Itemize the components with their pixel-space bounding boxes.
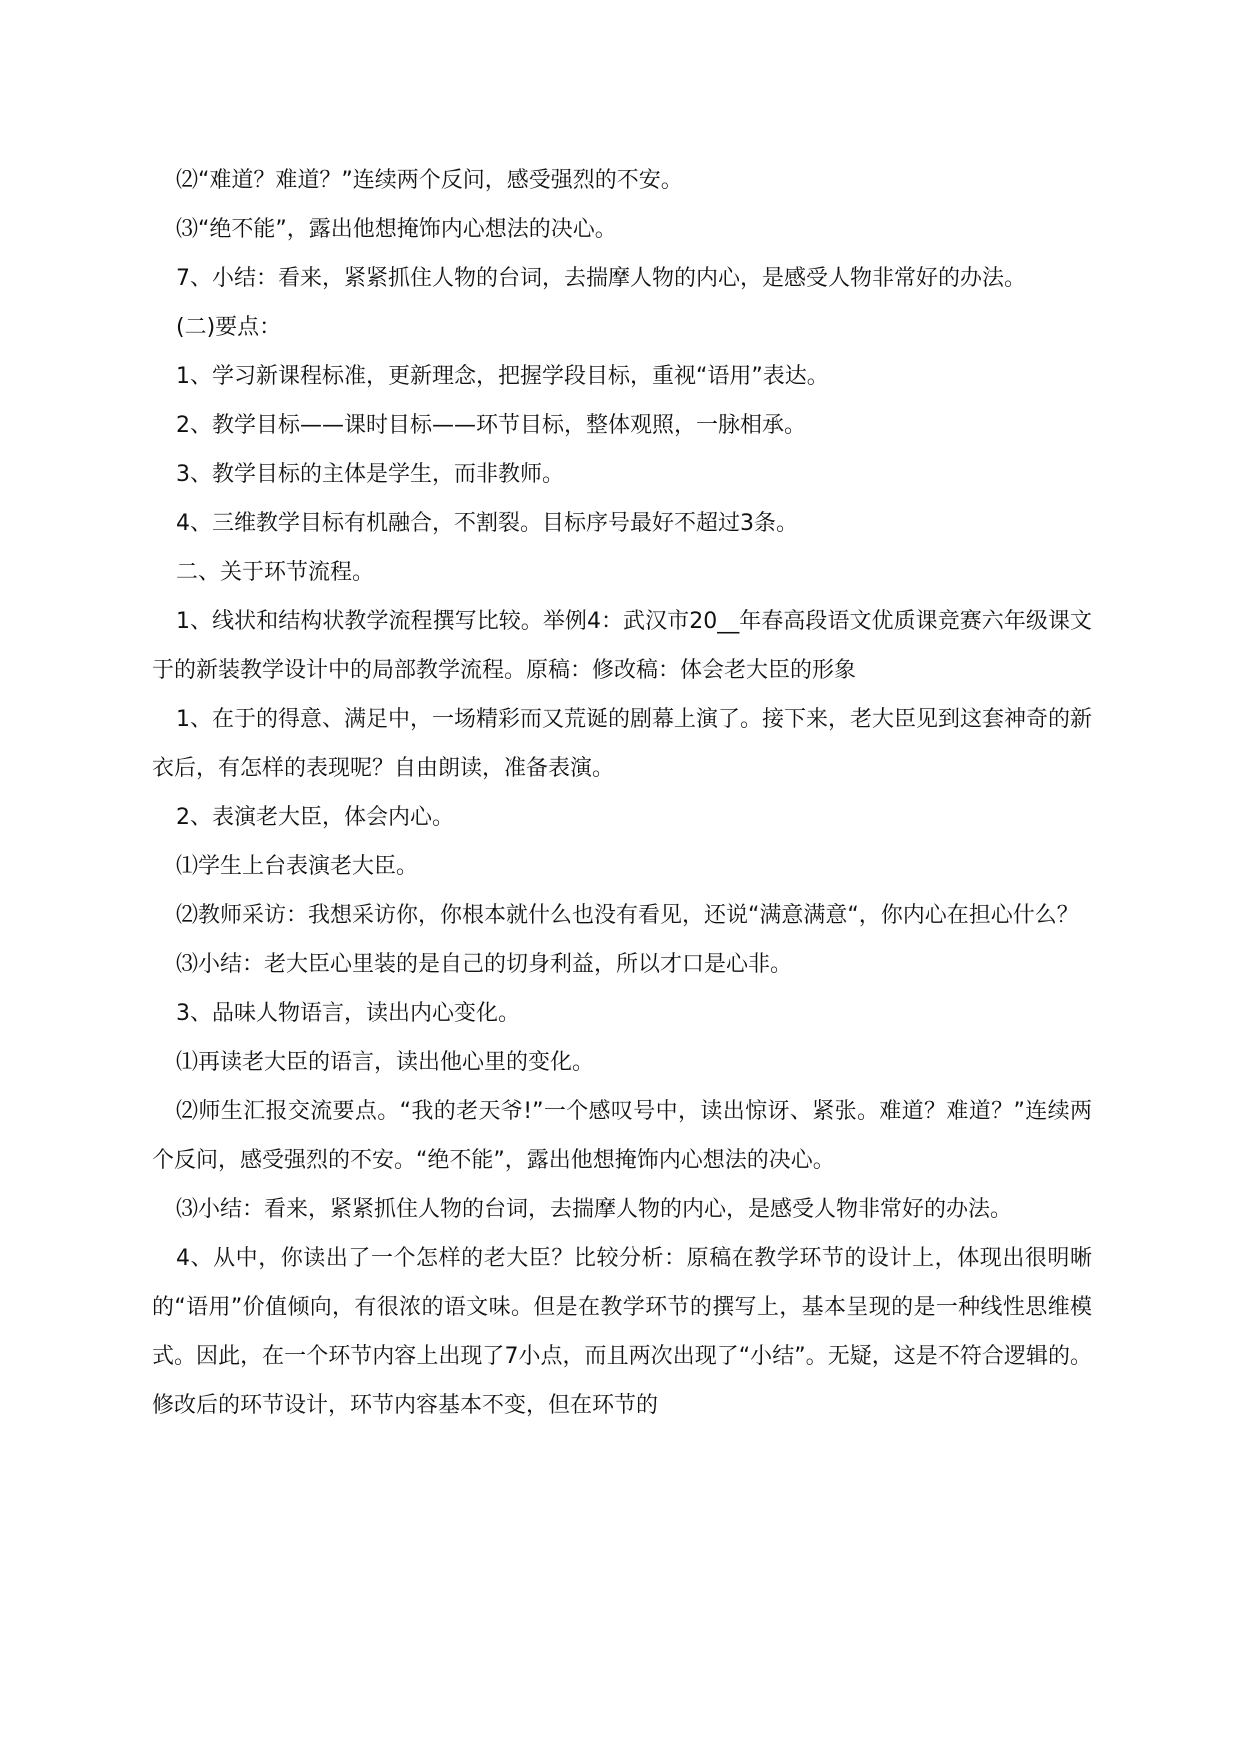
paragraph: ⑴学生上台表演老大臣。: [176, 854, 419, 879]
paragraph: ⑶小结：老大臣心里装的是自己的切身利益，所以才口是心非。: [176, 952, 793, 977]
paragraph: ⑵师生汇报交流要点。“我的老天爷!”一个感叹号中，读出惊讶、紧张。难道？难道？”连续两个反问，感受强烈的不安。“绝不能”，露出他想掩饰内心想法的决心。: [152, 1099, 1092, 1173]
paragraph: 4、从中，你读出了一个怎样的老大臣？比较分析：原稿在教学环节的设计上，体现出很明晰的“语用”价值倾向，有很浓的语文味。但是在教学环节的撰写上，基本呈现的是一种线性思维模式。因此，在一个环节内容上出现了7小点，而且两次出现了“小结”。无疑，这是不符合逻辑的。修改后的环节设计，环节内容基本不变，但在环节的: [152, 1246, 1092, 1418]
section-heading: (二)要点：: [176, 315, 282, 340]
paragraph: 2、教学目标——课时目标——环节目标，整体观照，一脉相承。: [176, 413, 806, 438]
paragraph: 7、小结：看来，紧紧抓住人物的台词，去揣摩人物的内心，是感受人物非常好的办法。: [176, 266, 1026, 291]
paragraph: ⑶小结：看来，紧紧抓住人物的台词，去揣摩人物的内心，是感受人物非常好的办法。: [176, 1197, 1013, 1222]
paragraph: ⑴再读老大臣的语言，读出他心里的变化。: [176, 1050, 595, 1075]
paragraph: 3、教学目标的主体是学生，而非教师。: [176, 462, 564, 487]
paragraph: 1、线状和结构状教学流程撰写比较。举例4：武汉市20__年春高段语文优质课竞赛六年级课文于的新装教学设计中的局部教学流程。原稿：修改稿：体会老大臣的形象: [152, 609, 1092, 683]
paragraph: 1、学习新课程标准，更新理念，把握学段目标，重视“语用”表达。: [176, 364, 829, 389]
paragraph: 1、在于的得意、满足中，一场精彩而又荒诞的剧幕上演了。接下来，老大臣见到这套神奇的新衣后，有怎样的表现呢？自由朗读，准备表演。: [152, 707, 1093, 781]
paragraph: ⑵“难道？难道？”连续两个反问，感受强烈的不安。: [176, 168, 683, 193]
paragraph: 2、表演老大臣，体会内心。: [176, 805, 454, 830]
paragraph: 3、品味人物语言，读出内心变化。: [176, 1001, 520, 1026]
document-body: [152, 156, 1092, 1430]
section-heading: 二、关于环节流程。: [176, 560, 375, 585]
paragraph: ⑶“绝不能”，露出他想掩饰内心想法的决心。: [176, 217, 617, 242]
paragraph: 4、三维教学目标有机融合，不割裂。目标序号最好不超过3条。: [176, 511, 798, 536]
paragraph: ⑵教师采访：我想采访你，你根本就什么也没有看见，还说“满意满意“，你内心在担心什么？: [176, 903, 1079, 928]
